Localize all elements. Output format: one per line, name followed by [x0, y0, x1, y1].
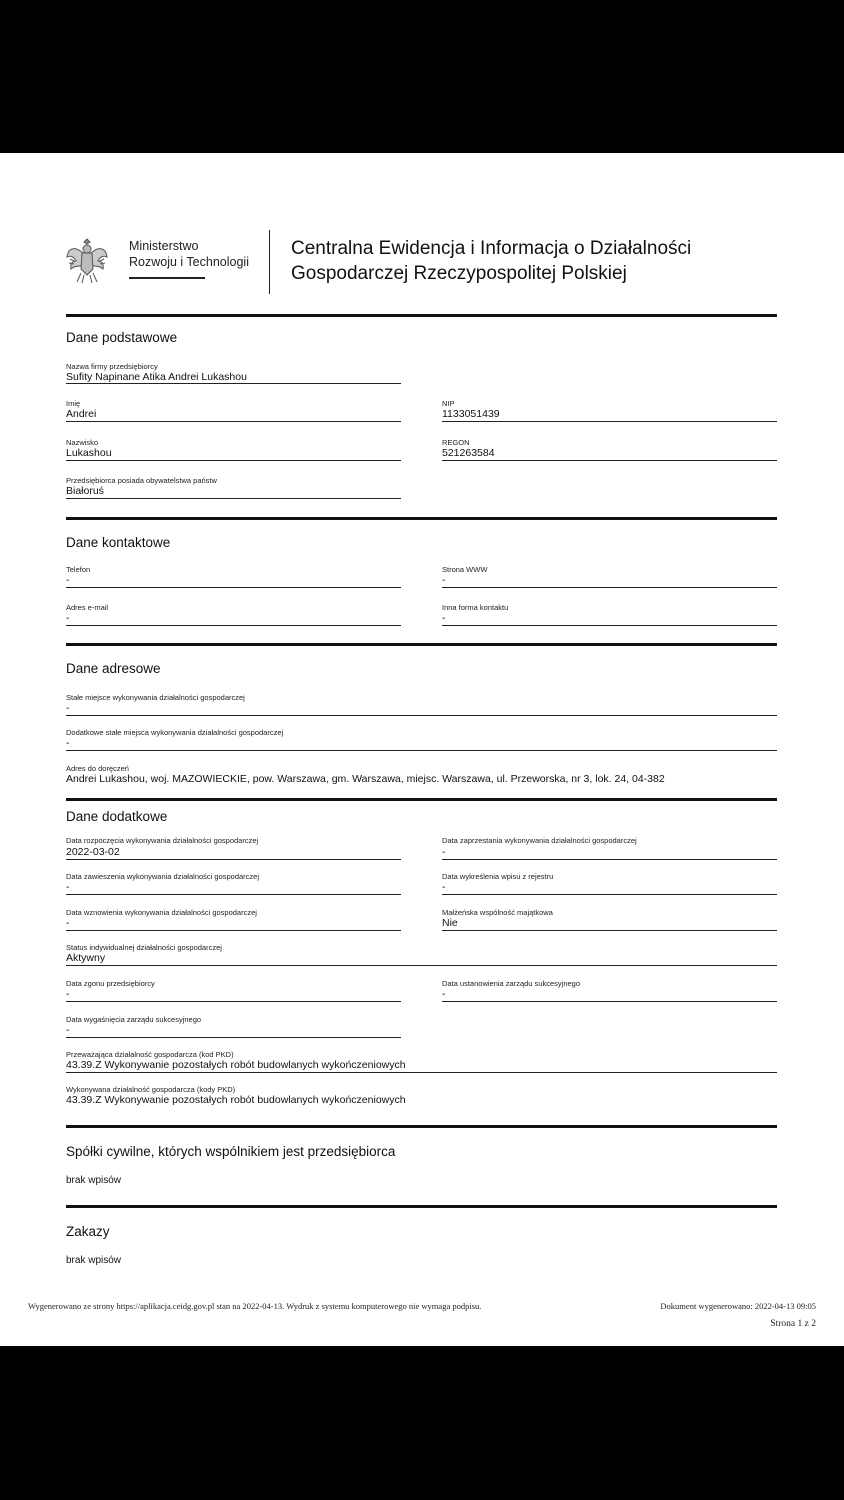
section-title-basic: Dane podstawowe [66, 330, 178, 345]
succession-end-field [66, 1015, 401, 1038]
website-field [442, 565, 777, 588]
field-value: Aktywny [66, 952, 106, 964]
field-value: Lukashou [66, 447, 112, 459]
section-title-contact: Dane kontaktowe [66, 535, 171, 550]
section-title-address: Dane adresowe [66, 661, 161, 676]
field-value: 43.39.Z Wykonywanie pozostałych robót budowlanych wykończeniowych [66, 1059, 406, 1071]
field-label: Telefon [66, 565, 91, 574]
footer-source-note: Wygenerowano ze strony https://aplikacja.ceidg.gov.pl stan na 2022-04-13. Wydruk z systemu komputerowego nie wymaga podpisu. [28, 1301, 482, 1311]
field-label: Strona WWW [442, 565, 488, 574]
citizenship-field [66, 476, 401, 499]
last-name-field [66, 438, 401, 461]
field-value: 521263584 [442, 447, 495, 459]
suspend-date-field [66, 872, 401, 895]
field-value: - [442, 881, 446, 893]
field-value: 43.39.Z Wykonywanie pozostałych robót budowlanych wykończeniowych [66, 1094, 406, 1106]
field-label: Data wykreślenia wpisu z rejestru [442, 872, 554, 881]
partnerships-empty: brak wpisów [66, 1175, 122, 1186]
field-label: Imię [66, 399, 81, 408]
section-divider [66, 1125, 777, 1128]
field-value: 2022-03-02 [66, 846, 120, 858]
section-divider [66, 1205, 777, 1208]
field-label: Status indywidualnej działalności gospodarczej [66, 943, 222, 952]
death-date-field [66, 979, 401, 1002]
company-name-field [66, 362, 401, 384]
first-name-field [66, 399, 401, 422]
field-value: - [66, 988, 70, 1000]
field-value: - [66, 917, 70, 929]
field-label: Małżeńska wspólność majątkowa [442, 908, 553, 917]
polish-eagle-emblem-icon [66, 235, 108, 285]
ministry-name-line1: Ministerstwo [129, 239, 199, 253]
field-value: - [66, 737, 70, 749]
page-number: Strona 1 z 2 [770, 1319, 816, 1329]
field-label: Data zaprzestania wykonywania działalności gospodarczej [442, 836, 637, 845]
start-date-field [66, 836, 401, 860]
delete-date-field [442, 872, 777, 895]
field-label: REGON [442, 438, 470, 447]
document-page [0, 153, 844, 1346]
field-label: Stałe miejsce wykonywania działalności gospodarczej [66, 693, 245, 702]
section-divider [66, 643, 777, 646]
pkd-main-field [66, 1050, 777, 1073]
field-label: Data zawieszenia wykonywania działalności gospodarczej [66, 872, 260, 881]
pkd-all-field [66, 1085, 777, 1107]
field-label: Nazwa firmy przedsiębiorcy [66, 362, 158, 371]
field-label: Wykonywana działalność gospodarcza (kody PKD) [66, 1085, 236, 1094]
field-label: Data zgonu przedsiębiorcy [66, 979, 155, 988]
field-value: - [442, 846, 446, 858]
phone-field [66, 565, 401, 588]
other-contact-field [442, 603, 777, 626]
field-label: Adres do doręczeń [66, 764, 129, 773]
field-value: - [66, 612, 70, 624]
stop-date-field [442, 836, 777, 860]
registry-title-line2: Gospodarczej Rzeczypospolitej Polskiej [291, 263, 627, 284]
field-value: - [442, 612, 446, 624]
additional-places-field [66, 728, 777, 751]
field-label: Adres e-mail [66, 603, 109, 612]
field-value: 1133051439 [442, 408, 500, 420]
field-value: - [66, 1024, 70, 1036]
section-divider [66, 517, 777, 520]
field-value: Andrei [66, 408, 97, 420]
field-label: Nazwisko [66, 438, 99, 447]
field-label: NIP [442, 399, 455, 408]
section-title-extra: Dane dodatkowe [66, 809, 168, 824]
field-value: - [442, 988, 446, 1000]
email-field [66, 603, 401, 626]
field-label: Data wznowienia wykonywania działalności gospodarczej [66, 908, 257, 917]
marriage-property-field [442, 908, 777, 931]
field-label: Data ustanowienia zarządu sukcesyjnego [442, 979, 580, 988]
section-title-bans: Zakazy [66, 1224, 110, 1239]
field-value: - [66, 574, 70, 586]
ministry-underline [129, 277, 205, 279]
regon-field [442, 438, 777, 461]
field-value: Nie [442, 917, 458, 929]
field-value: - [442, 574, 446, 586]
status-field [66, 943, 777, 966]
field-label: Dodatkowe stałe miejsca wykonywania działalności gospodarczej [66, 728, 284, 737]
field-value: - [66, 881, 70, 893]
field-label: Przeważająca działalność gospodarcza (kod PKD) [66, 1050, 234, 1059]
registry-title-line1: Centralna Ewidencja i Informacja o Działalności [291, 238, 692, 259]
section-divider [66, 314, 777, 317]
field-value: Andrei Lukashou, woj. MAZOWIECKIE, pow. Warszawa, gm. Warszawa, miejsc. Warszawa, ul. Przeworska, nr 3, lok. 24, 04-382 [66, 773, 665, 785]
bans-empty: brak wpisów [66, 1255, 122, 1266]
ministry-name-line2: Rozwoju i Technologii [129, 255, 249, 269]
field-label: Data wygaśnięcia zarządu sukcesyjnego [66, 1015, 202, 1024]
field-value: Sufity Napinane Atika Andrei Lukashou [66, 371, 247, 383]
field-label: Data rozpoczęcia wykonywania działalności gospodarczej [66, 836, 259, 845]
header-divider [269, 230, 270, 294]
resume-date-field [66, 908, 401, 931]
main-place-field [66, 693, 777, 716]
field-value: Białoruś [66, 485, 104, 497]
section-divider [66, 798, 777, 801]
field-label: Przedsiębiorca posiada obywatelstwa państw [66, 476, 217, 485]
succession-date-field [442, 979, 777, 1002]
field-label: Inna forma kontaktu [442, 603, 509, 612]
delivery-address-field [66, 764, 777, 786]
section-title-partnerships: Spółki cywilne, których wspólnikiem jest przedsiębiorca [66, 1144, 396, 1159]
footer-generated-date: Dokument wygenerowano: 2022-04-13 09:05 [660, 1301, 816, 1311]
field-value: - [66, 702, 70, 714]
nip-field [442, 399, 777, 422]
